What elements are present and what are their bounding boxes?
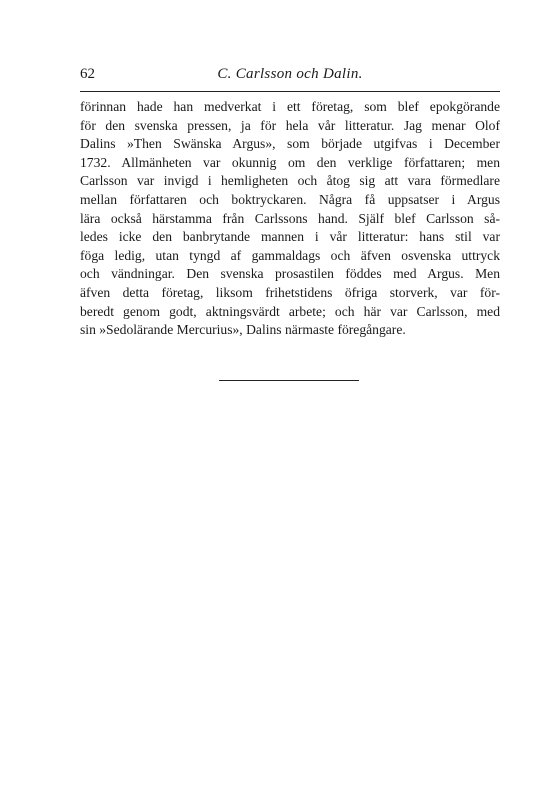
header-rule bbox=[80, 91, 500, 92]
text-line: äfven detta företag, liksom frihetstidens öfriga storverk, var för- bbox=[80, 284, 500, 300]
text-line: lära också härstamma från Carlssons hand. Själf blef Carlsson så- bbox=[80, 210, 500, 226]
page-header bbox=[80, 66, 500, 86]
text-line: 1732. Allmänheten var okunnig om den verklige författaren; men bbox=[80, 154, 500, 170]
text-line: Carlsson var invigd i hemligheten och åtog sig att vara förmedlare bbox=[80, 173, 500, 189]
text-line: Dalins »Then Swänska Argus», som började utgifvas i December bbox=[80, 136, 500, 152]
page-number: 62 bbox=[80, 66, 95, 82]
text-line: för den svenska pressen, ja för hela vår litteratur. Jag menar Olof bbox=[80, 117, 500, 133]
text-line: ledes icke den banbrytande mannen i vår litteratur: hans stil var bbox=[80, 229, 500, 245]
running-title: C. Carlsson och Dalin. bbox=[217, 66, 363, 82]
text-line: och vändningar. Den svenska prosastilen föddes med Argus. Men bbox=[80, 266, 500, 282]
text-line: beredt genom godt, aktningsvärdt arbete; och här var Carlsson, med bbox=[80, 303, 500, 319]
text-line: föga ledig, utan tyngd af gammaldags och äfven osvenska uttryck bbox=[80, 247, 500, 263]
text-line: mellan författaren och boktryckaren. Några få uppsatser i Argus bbox=[80, 191, 500, 207]
closing-rule bbox=[219, 380, 359, 381]
text-line: förinnan hade han medverkat i ett företag, som blef epokgörande bbox=[80, 99, 500, 114]
body-text bbox=[80, 98, 500, 340]
text-line: sin »Sedolärande Mercurius», Dalins närmaste föregångare. bbox=[80, 322, 406, 338]
